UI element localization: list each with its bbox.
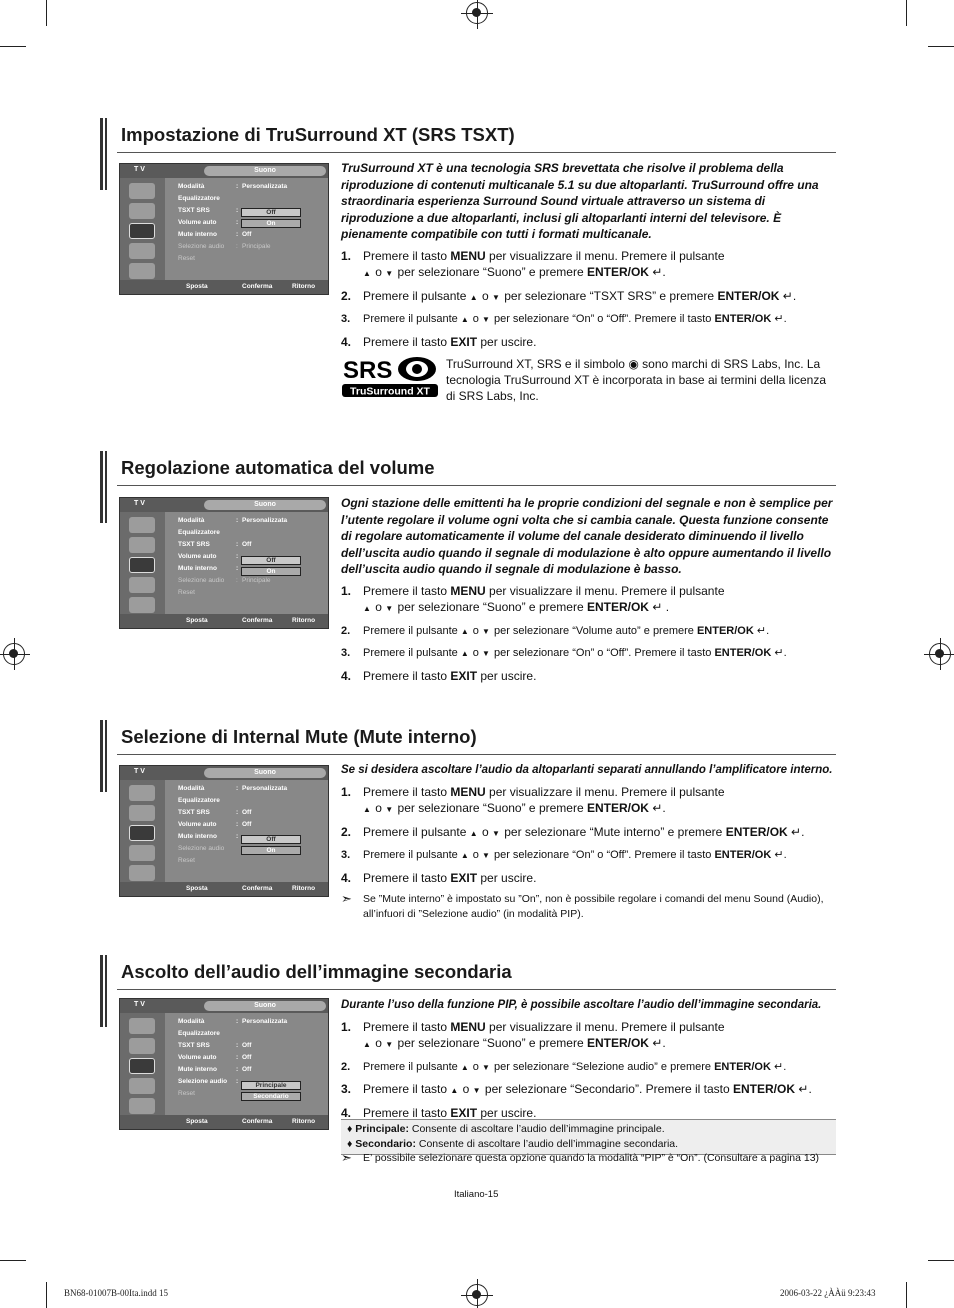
picture-icon [129,203,155,219]
enter-icon: ↵ [756,624,767,637]
osd-row: Modalità : Personalizzata [178,1018,288,1025]
list-item: ♦ Secondario: Consente di ascoltare l’audio dell’immagine secondaria. [347,1138,679,1150]
step: 3. Premere il pulsante ▲ o ▼ per selezionare “On” o “Off”. Premere il tasto ENTER/OK ↵. [341,313,787,325]
osd-screenshot [119,497,329,629]
osd-confirm: Conferma [242,885,273,892]
channel-icon [129,845,155,861]
osd-menu-title: Suono [204,166,326,176]
osd-row: Selezione audio : [178,1078,239,1085]
step: 4. Premere il tasto EXIT per uscire. [341,668,537,683]
section-rule [117,152,836,153]
osd-menu-title: Suono [204,1001,326,1011]
enter-icon: ↵ [652,265,663,279]
osd-move: Sposta [186,617,208,624]
up-arrow-icon: ▲ [469,828,479,838]
step: 1. Premere il tasto MENU per visualizzare il menu. Premere il pulsante ▲ o ▼ per selezionare “Suono” e premere ENTER/OK ↵ . [341,583,725,614]
section-title: Selezione di Internal Mute (Mute interno) [121,726,477,747]
channel-icon [129,577,155,593]
osd-option: On [241,567,301,576]
osd-row: Modalità : Personalizzata [178,517,288,524]
step: 4. Premere il tasto EXIT per uscire. [341,1105,537,1120]
osd-menu-title: Suono [204,500,326,510]
enter-icon: ↵ [774,313,784,325]
enter-icon: ↵ [791,824,802,839]
step: 1. Premere il tasto MENU per visualizzare il menu. Premere il pulsante ▲ o ▼ per selezionare “Suono” e premere ENTER/OK ↵. [341,248,725,279]
osd-row: TSXT SRS : [178,207,239,214]
picture-icon [129,805,155,821]
registration-mark-icon [466,2,488,24]
diamond-icon: ♦ [347,1138,353,1150]
section-title: Impostazione di TruSurround XT (SRS TSXT) [121,124,515,145]
osd-row: TSXT SRS : Off [178,809,252,816]
section-body [341,495,836,684]
step: 3. Premere il pulsante ▲ o ▼ per selezionare “On” o “Off”. Premere il tasto ENTER/OK ↵. [341,849,787,861]
up-arrow-icon: ▲ [363,269,372,278]
section-body [341,160,836,350]
step: 2. Premere il pulsante ▲ o ▼ per selezionare “Mute interno” e premere ENTER/OK ↵. [341,824,805,839]
crop-mark [928,1260,954,1261]
picture-icon [129,1018,155,1034]
list-item: ♦ Principale: Consente di ascoltare l’audio dell’immagine principale. [347,1123,665,1135]
channel-icon [129,1078,155,1094]
setup-icon [129,263,155,279]
crop-mark [46,1282,47,1308]
osd-confirm: Conferma [242,283,273,290]
note: ➣ Se ”Mute interno” è impostato su ”On”, non è possibile regolare i comandi del menu Sound (Audio), all’infuori di ”Selezione audio” (in modalità PIP). [341,891,824,920]
step: 1. Premere il tasto MENU per visualizzare il menu. Premere il pulsante ▲ o ▼ per selezionare “Suono” e premere ENTER/OK ↵. [341,784,725,815]
up-arrow-icon: ▲ [460,1062,470,1072]
sound-icon [129,223,155,239]
section-body [341,762,836,922]
step: 2. Premere il pulsante ▲ o ▼ per selezionare “TSXT SRS” e premere ENTER/OK ↵. [341,288,797,303]
enter-icon: ↵ [652,600,663,614]
section-rule [117,485,836,486]
osd-menu-title: Suono [204,768,326,778]
osd-back: Ritorno [292,283,316,290]
intro-text: TruSurround XT è una tecnologia SRS brevettata che risolve il problema della riproduzione di contenuti multicanale 5.1 su due altoparlanti. TruSurround offre una straordinaria esperienza Surround Sound virtuale attraverso un sistema di riproduzione a due altoparlanti, inclusi gli altoparlanti interni del televisore. È pienamente compatibile con tutti i formati multicanale. [341,161,819,241]
osd-move: Sposta [186,283,208,290]
svg-text:SRS: SRS [343,357,393,384]
osd-row: Reset [178,589,195,596]
osd-row: Mute interno : [178,565,239,572]
section-bar [105,720,107,792]
down-arrow-icon: ▼ [385,269,395,278]
step: 3. Premere il pulsante ▲ o ▼ per selezionare “On” o “Off”. Premere il tasto ENTER/OK ↵. [341,647,787,659]
registration-mark-icon [3,643,25,665]
srs-logo-icon [341,354,439,398]
osd-row: Reset [178,255,195,262]
osd-move: Sposta [186,885,208,892]
section-bar [100,955,103,1027]
osd-row: Volume auto : Off [178,1054,252,1061]
down-arrow-icon: ▼ [491,828,501,838]
picture-icon [129,785,155,801]
down-arrow-icon: ▼ [385,805,395,814]
osd-row: Mute interno : Off [178,231,252,238]
down-arrow-icon: ▼ [472,1086,482,1095]
step: 3. Premere il tasto ▲ o ▼ per selezionare “Secondario”. Premere il tasto ENTER/OK ↵. [341,1082,812,1096]
enter-icon: ↵ [652,801,663,815]
sound-icon [129,1058,155,1074]
step: 4. Premere il tasto EXIT per uscire. [341,870,537,885]
osd-back: Ritorno [292,1118,316,1125]
section-header [100,451,836,495]
osd-footer [120,1115,328,1129]
osd-option: On [241,219,301,228]
down-arrow-icon: ▼ [481,626,491,636]
osd-tv-label: T V [134,1001,145,1008]
enter-icon: ↵ [774,849,784,861]
section-title: Regolazione automatica del volume [121,457,435,478]
osd-row: Mute interno : Off [178,1066,252,1073]
osd-screenshot [119,163,329,295]
down-arrow-icon: ▼ [385,604,395,613]
option-list [341,1119,836,1155]
osd-row: Volume auto : [178,219,239,226]
osd-sidebar [120,178,165,280]
osd-tv-label: T V [134,768,145,775]
osd-row: Modalità : Personalizzata [178,183,288,190]
osd-option: Off [241,208,301,217]
crop-mark [928,46,954,47]
section-srs-tsxt [100,118,836,403]
up-arrow-icon: ▲ [363,805,372,814]
osd-confirm: Conferma [242,617,273,624]
crop-mark [0,1260,26,1261]
picture-icon [129,537,155,553]
osd-row: Selezione audio : Principale [178,577,271,584]
up-arrow-icon: ▲ [460,315,470,324]
osd-row: Equalizzatore [178,797,220,804]
step: 1. Premere il tasto MENU per visualizzare il menu. Premere il pulsante ▲ o ▼ per selezionare “Suono” e premere ENTER/OK ↵. [341,1019,725,1050]
down-arrow-icon: ▼ [491,292,501,302]
note-arrow-icon: ➣ [341,891,352,906]
osd-row: Reset [178,1090,195,1097]
osd-footer [120,614,328,628]
osd-back: Ritorno [292,885,316,892]
step: 2. Premere il pulsante ▲ o ▼ per selezionare “Selezione audio” e premere ENTER/OK ↵. [341,1060,787,1073]
osd-row: Equalizzatore [178,195,220,202]
enter-icon: ↵ [782,288,793,303]
section-bar [100,720,103,792]
svg-text:TruSurround XT: TruSurround XT [350,385,430,398]
section-bar [105,451,107,523]
osd-row: Equalizzatore [178,1030,220,1037]
section-bar [100,451,103,523]
osd-row: Mute interno : [178,833,239,840]
osd-sidebar [120,1013,165,1115]
section-bar [105,118,107,190]
picture-icon [129,517,155,533]
down-arrow-icon: ▼ [481,851,491,860]
registration-mark-icon [466,1284,488,1306]
sound-icon [129,825,155,841]
picture-icon [129,1038,155,1054]
osd-menu [165,178,328,280]
crop-mark [46,0,47,26]
osd-row: TSXT SRS : Off [178,541,252,548]
section-title: Ascolto dell’audio dell’immagine secondaria [121,961,512,982]
up-arrow-icon: ▲ [460,851,470,860]
osd-screenshot [119,765,329,897]
osd-confirm: Conferma [242,1118,273,1125]
section-body [341,997,836,1121]
osd-row: TSXT SRS : Off [178,1042,252,1049]
srs-trademark-text: TruSurround XT, SRS e il simbolo ◉ sono marchi di SRS Labs, Inc. La tecnologia TruSurround XT è incorporata in base ai termini della licenza di SRS Labs, Inc. [446,357,826,403]
up-arrow-icon: ▲ [460,626,470,636]
down-arrow-icon: ▼ [481,1062,491,1072]
down-arrow-icon: ▼ [481,315,491,324]
intro-text: Ogni stazione delle emittenti ha le proprie condizioni del segnale e non è semplice per l’utente regolare il volume ogni volta che si cambia canale. Questa funzione consente di regolare automaticamente il volume del canale desiderato diminuendo il livello dell’uscita audio quando il segnale di modulazione è alto oppure aumentando il livello dell’uscita audio quando il segnale di modulazione è basso. [341,496,833,576]
enter-icon: ↵ [774,1060,784,1073]
picture-icon [129,183,155,199]
page-number: Italiano-15 [454,1189,499,1200]
section-rule [117,989,836,990]
date-slug: 2006-03-22 ¿ÀÀü 9:23:43 [780,1288,876,1298]
osd-option: On [241,846,301,855]
osd-row: Volume auto : [178,553,239,560]
section-rule [117,754,836,755]
intro-text: Durante l’uso della funzione PIP, è possibile ascoltare l’audio dell’immagine secondaria. [341,999,822,1011]
osd-row: Modalità : Personalizzata [178,785,288,792]
osd-move: Sposta [186,1118,208,1125]
srs-symbol-icon: ◉ [628,357,639,371]
osd-row: Selezione audio : Principale [178,243,271,250]
step: 4. Premere il tasto EXIT per uscire. [341,334,537,349]
registration-mark-icon [929,643,951,665]
osd-option: Off [241,835,301,844]
enter-icon: ↵ [774,647,784,659]
up-arrow-icon: ▲ [469,292,479,302]
step: 2. Premere il pulsante ▲ o ▼ per selezionare “Volume auto” e premere ENTER/OK ↵. [341,624,770,637]
osd-sidebar [120,512,165,614]
osd-footer [120,280,328,294]
osd-option: Secondario [241,1092,301,1101]
intro-text: Se si desidera ascoltare l’audio da altoparlanti separati annullando l’amplificatore interno. [341,764,833,776]
setup-icon [129,865,155,881]
note: ➣ E’ possibile selezionare questa opzione quando la modalità “PIP” è “On”. (Consultare a pagina 13) [341,1150,820,1165]
osd-screenshot [119,998,329,1130]
diamond-icon: ♦ [347,1123,353,1135]
osd-row: Volume auto : Off [178,821,252,828]
sound-icon [129,557,155,573]
section-header [100,720,836,764]
section-header [100,118,836,162]
osd-option: Principale [241,1081,301,1090]
section-pip-audio [100,955,836,1165]
osd-tv-label: T V [134,500,145,507]
crop-mark [0,46,26,47]
setup-icon [129,1098,155,1114]
section-bar [105,955,107,1027]
channel-icon [129,243,155,259]
osd-option: Off [241,556,301,565]
file-slug: BN68-01007B-00Ita.indd 15 [64,1288,168,1298]
crop-mark [906,0,907,26]
setup-icon [129,597,155,613]
crop-mark [906,1282,907,1308]
down-arrow-icon: ▼ [385,1040,395,1049]
osd-menu [165,780,328,882]
up-arrow-icon: ▲ [450,1086,460,1095]
osd-back: Ritorno [292,617,316,624]
osd-footer [120,882,328,896]
up-arrow-icon: ▲ [460,649,470,658]
up-arrow-icon: ▲ [363,604,372,613]
down-arrow-icon: ▼ [481,649,491,658]
osd-row: Selezione audio [178,845,225,852]
osd-sidebar [120,780,165,882]
osd-row: Equalizzatore [178,529,220,536]
enter-icon: ↵ [798,1082,809,1096]
section-bar [100,118,103,190]
osd-tv-label: T V [134,166,145,173]
section-header [100,955,836,999]
section-internal-mute [100,720,836,920]
enter-icon: ↵ [652,1036,663,1050]
section-auto-volume [100,451,836,683]
note-container [341,1151,836,1166]
up-arrow-icon: ▲ [363,1040,372,1049]
note-arrow-icon: ➣ [341,1150,352,1165]
osd-row: Reset [178,857,195,864]
